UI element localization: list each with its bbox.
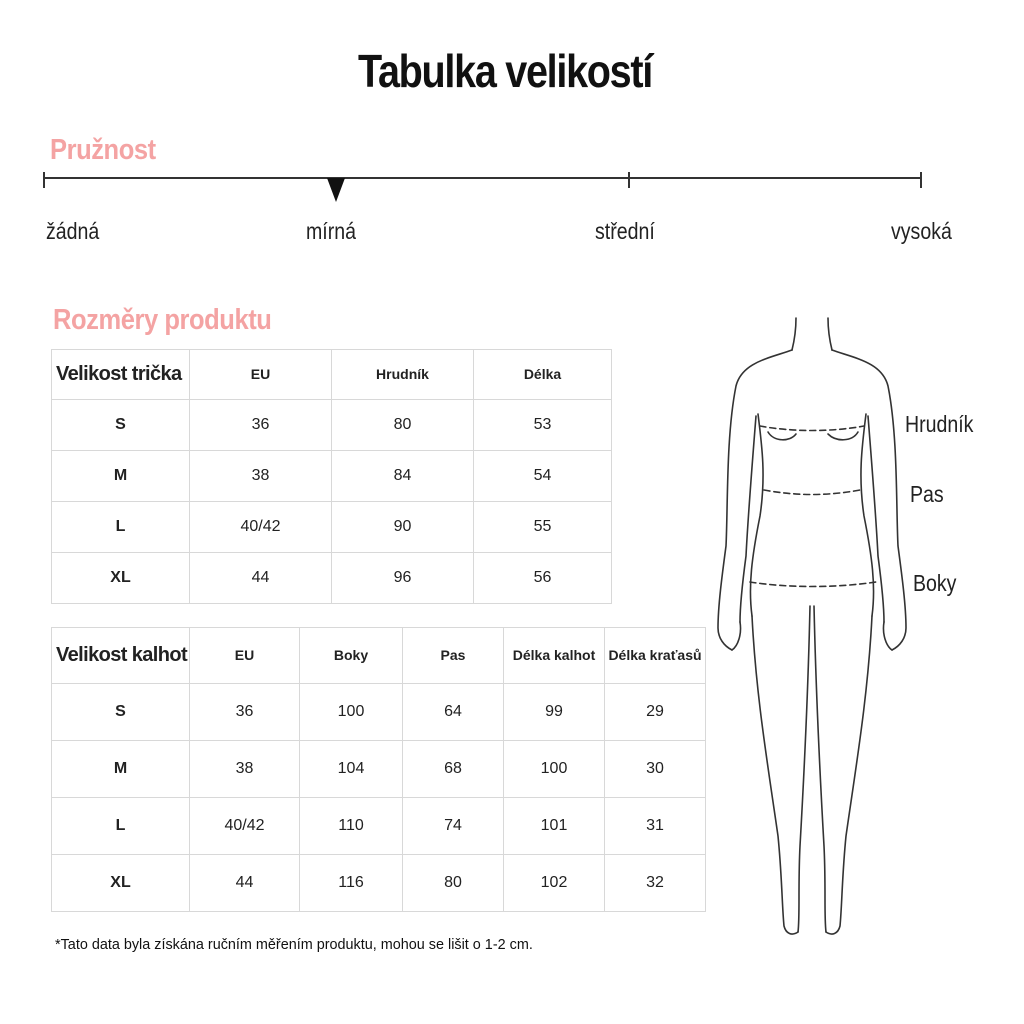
- value-cell: 30: [605, 741, 706, 798]
- column-header: Pas: [403, 628, 504, 684]
- column-header: Boky: [300, 628, 403, 684]
- column-header: EU: [190, 628, 300, 684]
- value-cell: 53: [474, 400, 612, 451]
- table-row: [52, 553, 612, 604]
- size-cell: L: [52, 798, 190, 855]
- table-header-row: [52, 350, 612, 400]
- size-cell: S: [52, 684, 190, 741]
- table-row: [52, 502, 612, 553]
- value-cell: 90: [332, 502, 474, 553]
- scale-label-mild: mírná: [306, 218, 356, 244]
- dimensions-heading: Rozměry produktu: [53, 304, 272, 336]
- column-header: Délka kraťasů: [605, 628, 706, 684]
- column-header: Hrudník: [332, 350, 474, 400]
- size-cell: XL: [52, 855, 190, 912]
- value-cell: 100: [504, 741, 605, 798]
- table-row: [52, 855, 706, 912]
- value-cell: 64: [403, 684, 504, 741]
- column-header: EU: [190, 350, 332, 400]
- value-cell: 102: [504, 855, 605, 912]
- value-cell: 96: [332, 553, 474, 604]
- pants-size-header: Velikost kalhot: [52, 628, 190, 684]
- waist-label: Pas: [910, 481, 944, 507]
- scale-label-medium: střední: [595, 218, 655, 244]
- scale-tick-high: [920, 172, 922, 188]
- table-row: [52, 400, 612, 451]
- elasticity-heading: Pružnost: [50, 134, 156, 166]
- size-cell: L: [52, 502, 190, 553]
- table-row: [52, 798, 706, 855]
- value-cell: 68: [403, 741, 504, 798]
- scale-label-none: žádná: [46, 218, 100, 244]
- table-row: [52, 684, 706, 741]
- value-cell: 54: [474, 451, 612, 502]
- shirt-size-table: [51, 349, 612, 604]
- value-cell: 36: [190, 400, 332, 451]
- size-cell: S: [52, 400, 190, 451]
- shirt-size-header: Velikost trička: [52, 350, 190, 400]
- scale-tick-medium: [628, 172, 630, 188]
- value-cell: 32: [605, 855, 706, 912]
- table-header-row: [52, 628, 706, 684]
- value-cell: 101: [504, 798, 605, 855]
- elasticity-marker-icon: [327, 178, 345, 202]
- value-cell: 84: [332, 451, 474, 502]
- body-figure-illustration: [712, 316, 912, 946]
- value-cell: 36: [190, 684, 300, 741]
- waist-measure-line: [764, 490, 860, 495]
- value-cell: 29: [605, 684, 706, 741]
- column-header: Délka: [474, 350, 612, 400]
- value-cell: 104: [300, 741, 403, 798]
- value-cell: 110: [300, 798, 403, 855]
- value-cell: 80: [403, 855, 504, 912]
- value-cell: 99: [504, 684, 605, 741]
- value-cell: 55: [474, 502, 612, 553]
- hips-measure-line: [750, 582, 876, 587]
- table-row: [52, 741, 706, 798]
- value-cell: 44: [190, 553, 332, 604]
- column-header: Délka kalhot: [504, 628, 605, 684]
- value-cell: 56: [474, 553, 612, 604]
- page-title: Tabulka velikostí: [358, 45, 652, 97]
- hips-label: Boky: [913, 570, 957, 596]
- value-cell: 40/42: [190, 798, 300, 855]
- value-cell: 44: [190, 855, 300, 912]
- value-cell: 38: [190, 741, 300, 798]
- size-cell: M: [52, 741, 190, 798]
- table-row: [52, 451, 612, 502]
- value-cell: 80: [332, 400, 474, 451]
- chest-label: Hrudník: [905, 411, 974, 437]
- value-cell: 38: [190, 451, 332, 502]
- value-cell: 100: [300, 684, 403, 741]
- scale-tick-none: [43, 172, 45, 188]
- value-cell: 116: [300, 855, 403, 912]
- value-cell: 31: [605, 798, 706, 855]
- size-cell: M: [52, 451, 190, 502]
- size-cell: XL: [52, 553, 190, 604]
- elasticity-scale-line: [44, 177, 922, 179]
- scale-label-high: vysoká: [891, 218, 952, 244]
- value-cell: 74: [403, 798, 504, 855]
- pants-size-table: [51, 627, 706, 912]
- footnote: *Tato data byla získána ručním měřením produktu, mohou se lišit o 1-2 cm.: [55, 936, 533, 953]
- value-cell: 40/42: [190, 502, 332, 553]
- chest-measure-line: [760, 426, 864, 431]
